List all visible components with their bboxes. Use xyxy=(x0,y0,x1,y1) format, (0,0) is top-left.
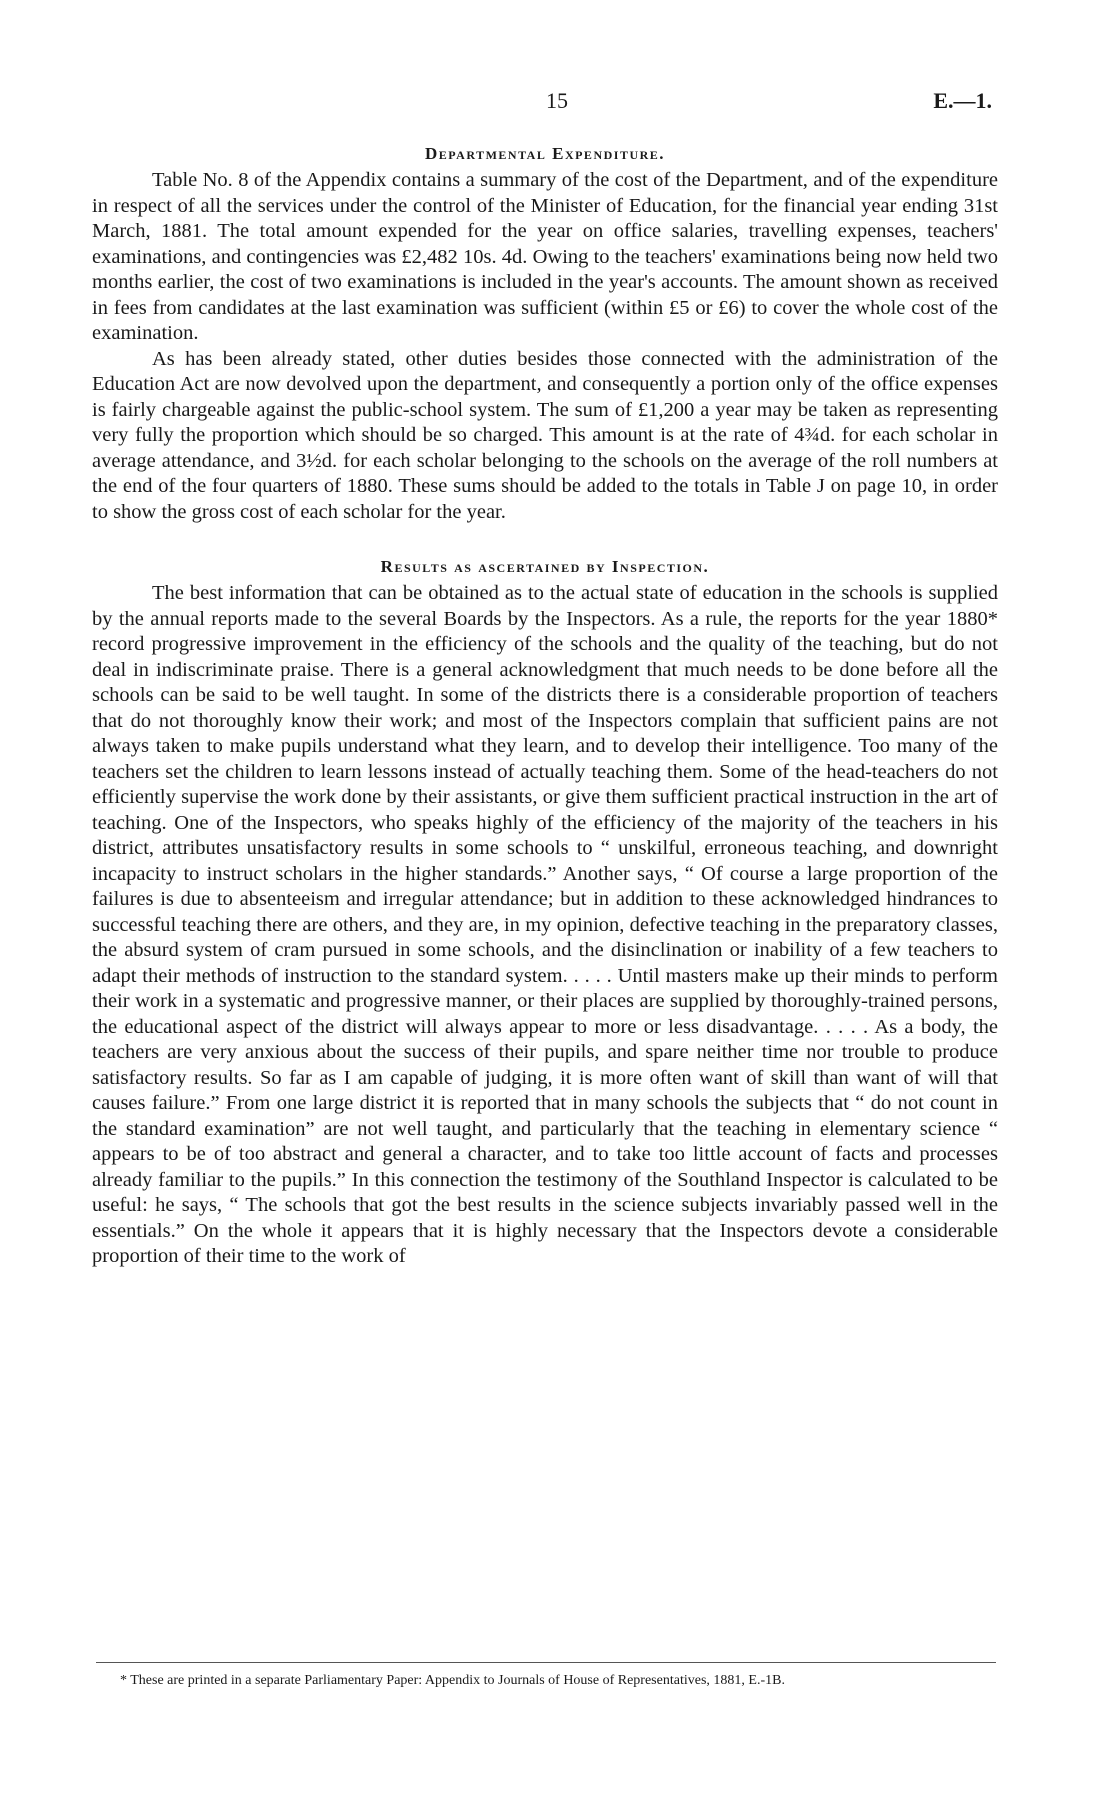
section-results-by-inspection xyxy=(92,553,998,1270)
section-heading: Departmental Expenditure. xyxy=(424,144,666,163)
section-heading: Results as ascertained by Inspection. xyxy=(380,557,710,576)
paragraph: The best information that can be obtained as to the actual state of education in the schools is supplied by the annual reports made to the several Boards by the Inspectors. As a rule, the reports for the year 1880* record progressive improvement in the efficiency of the schools and the quality of the teaching, but do not deal in indiscriminate praise. There is a general acknowledgment that much needs to be done before all the schools can be said to be well taught. In some of the districts there is a considerable proportion of teachers that do not thoroughly know their work; and most of the Inspectors complain that sufficient pains are not always taken to make pupils understand what they learn, and to develop their intelligence. Too many of the teachers set the children to learn lessons instead of actually teaching them. Some of the head-teachers do not efficiently supervise the work done by their assistants, or give them sufficient practical instruction in the art of teaching. One of the Inspectors, who speaks highly of the efficiency of the majority of the teachers in his district, attributes unsatisfactory results in some schools to “ unskilful, erroneous teaching, and downright incapacity to instruct scholars in the higher standards.” Another says, “ Of course a large proportion of the failures is due to absenteeism and irregular attendance; but in addition to these acknowledged hindrances to successful teaching there are others, and they are, in my opinion, defective teaching in the preparatory classes, the absurd system of cram pursued in some schools, and the disinclination or inability of a few teachers to adapt their methods of instruction to the standard system. . . . . Until masters make up their minds to perform their work in a systematic and progressive manner, or their places are supplied by thoroughly-trained persons, the educational aspect of the district will always appear to more or less disadvantage. . . . . As a body, the teachers are very anxious about the success of their pupils, and spare neither time nor trouble to produce satisfactory results. So far as I am capable of judging, it is more often want of skill than want of will that causes failure.” From one large district it is reported that in many schools the subjects that “ do not count in the standard examination” are not well taught, and particularly that the teaching in elementary science “ appears to be of too abstract and general a character, and to take too little account of facts and processes already familiar to the pupils.” In this connection the testimony of the Southland Inspector is calculated to be useful: he says, “ The schools that got the best results in the science subjects invariably passed well in the essentials.” On the whole it appears that it is highly necessary that the Inspectors devote a considerable proportion of their time to the work of xyxy=(92,582,998,1267)
series-mark: E.—1. xyxy=(933,88,992,113)
footnote: * These are printed in a separate Parliamentary Paper: Appendix to Journals of House of Representatives, 1881, E.-1B. xyxy=(120,1673,785,1688)
paragraph: Table No. 8 of the Appendix contains a summary of the cost of the Department, and of the expenditure in respect of all the services under the control of the Minister of Education, for the financial year ending 31st March, 1881. The total amount expended for the year on office salaries, travelling expenses, teachers' examinations, and contingencies was £2,482 10s. 4d. Owing to the teachers' examinations being now held two months earlier, the cost of two examinations is included in the year's accounts. The amount shown as received in fees from candidates at the last examination was sufficient (within £5 or £6) to cover the whole cost of the examination. xyxy=(92,169,998,344)
section-departmental-expenditure xyxy=(92,140,998,525)
footnote-divider xyxy=(96,1662,996,1663)
page-header xyxy=(0,88,1114,128)
paragraph: As has been already stated, other duties besides those connected with the administration of the Education Act are now devolved upon the department, and consequently a portion only of the office expenses is fairly chargeable against the public-school system. The sum of £1,200 a year may be taken as representing very fully the proportion which should be so charged. This amount is at the rate of 4¾d. for each scholar in average attendance, and 3½d. for each scholar belonging to the schools on the average of the roll numbers at the end of the four quarters of 1880. These sums should be added to the totals in Table J on page 10, in order to show the gross cost of each scholar for the year. xyxy=(92,347,998,523)
page-number: 15 xyxy=(546,88,568,113)
page-body xyxy=(92,140,998,1270)
